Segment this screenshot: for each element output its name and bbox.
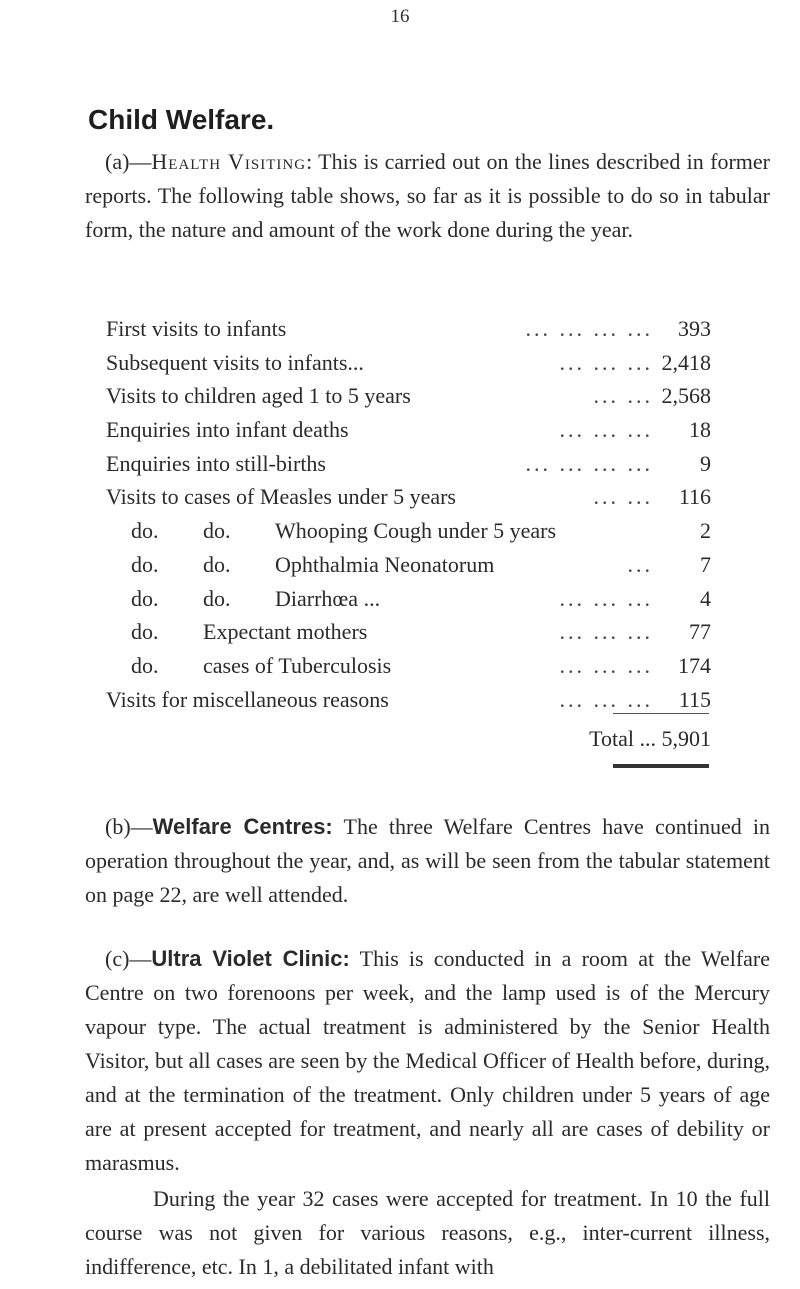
row-label [131,582,380,616]
total-row [400,726,711,752]
row-label [131,615,367,649]
row-value: 9 [700,450,711,476]
row-label: Enquiries into still-births [106,450,326,476]
leader-dots: ... ... ... [559,585,653,611]
row-value: 393 [678,316,711,341]
health-visiting-paragraph [85,145,770,247]
welfare-centres-paragraph [85,810,770,912]
row-label: Visits to cases of Measles under 5 years [106,484,456,510]
ditto-mark: do. [131,585,159,611]
leader-dots: ... ... ... [559,652,653,678]
ultra-violet-prefix: (c)— [105,946,152,971]
table-row [106,615,711,649]
row-label-text: cases of Tuberculosis [203,652,392,678]
table-row [106,683,711,717]
row-label: Enquiries into infant deaths [106,417,349,443]
row-value: 18 [689,417,711,443]
health-visiting-text: : This is carried out on the lines described in former reports. The following table shows, so far as it is possible to do so in tabular form, the nature and amount of the work done during the year. [85,149,770,242]
table-row [106,346,711,380]
row-label [131,649,391,683]
leader-dots: ... ... ... [559,417,653,443]
leader-dots: ... ... ... ... [525,316,653,341]
health-visiting-prefix: (a)— [105,149,152,174]
row-label [131,548,494,582]
ditto-mark: do. [131,619,159,645]
row-label: First visits to infants [106,316,287,341]
row-value: 116 [678,484,711,510]
row-value: 2 [700,518,711,544]
leader-dots: ... ... ... [559,686,653,712]
welfare-centres-prefix: (b)— [105,814,153,839]
ditto-mark: do. [203,518,231,544]
ultra-violet-text: This is conducted in a room at the Welfare Centre on two forenoons per week, and the lamp used is of the Mercury vapour type. The actual treatment is administered by the Senior Health Visitor, but all cases are seen by the Medical Officer of Health before, during, and at the termination of the treatment. Only children under 5 years of age are at present accepted for treatment, and nearly all are cases of debility or marasmus. [85,946,770,1175]
ultra-violet-paragraph [85,942,770,1180]
row-label: Subsequent visits to infants... [106,349,364,375]
row-value: 115 [678,686,711,712]
row-label-text: Ophthalmia Neonatorum [275,551,495,577]
row-value: 7 [700,551,711,577]
ditto-mark: do. [131,518,159,544]
row-label-text: Expectant mothers [203,619,368,645]
row-label: Visits for miscellaneous reasons [106,686,389,712]
leader-dots: ... ... ... [559,619,653,645]
table-row [106,312,711,346]
table-row [106,413,711,447]
ditto-mark: do. [131,652,159,678]
total-double-rule [613,764,709,768]
leader-dots: ... [627,551,653,577]
row-label: Visits to children aged 1 to 5 years [106,383,411,409]
table-row [106,582,711,616]
table-row [106,480,711,514]
row-label [131,514,556,548]
row-value: 4 [700,585,711,611]
leader-dots: ... ... ... ... [525,450,653,476]
total-rule [613,713,709,714]
health-visiting-label: Health Visiting [151,149,307,174]
row-value: 77 [689,619,711,645]
visits-table [106,312,711,716]
ditto-mark: do. [203,585,231,611]
row-label-text: Diarrhœa ... [275,585,381,611]
welfare-centres-label: Welfare Centres: [152,814,333,839]
page-number: 16 [390,6,410,27]
leader-dots: ... ... [593,383,653,409]
row-value: 2,568 [661,383,711,409]
leader-dots: ... ... [593,484,653,510]
table-row [106,649,711,683]
table-row [106,447,711,481]
row-label-text: Whooping Cough under 5 years [275,518,557,544]
leader-dots: ... ... ... [559,349,653,375]
table-row [106,514,711,548]
table-row [106,548,711,582]
closing-text: During the year 32 cases were accepted for treatment. In 10 the full course was not given for various reasons, e.g., inter-current illness, indifference, etc. In 1, a debilitated infant with [85,1186,770,1279]
row-value: 2,418 [661,349,711,375]
ditto-mark: do. [131,551,159,577]
table-row [106,379,711,413]
closing-paragraph [85,1182,770,1284]
total-label: Total ... [589,726,656,751]
total-value: 5,901 [661,726,711,751]
section-heading: Child Welfare. [88,104,275,135]
ultra-violet-label: Ultra Violet Clinic: [151,946,350,971]
row-value: 174 [678,652,711,678]
ditto-mark: do. [203,551,231,577]
welfare-centres-text: The three Welfare Centres have continued in operation throughout the year, and, as will be seen from the tabular statement on page 22, are well attended. [85,814,770,907]
